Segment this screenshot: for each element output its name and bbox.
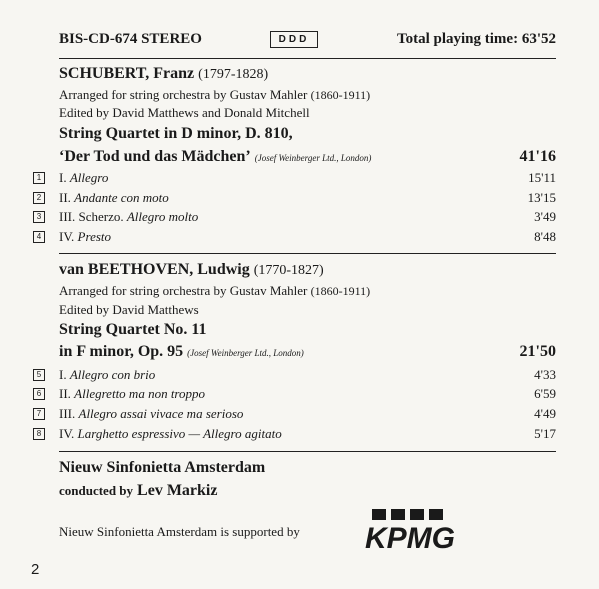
track-duration: 8'48 (534, 229, 556, 244)
publisher: (Josef Weinberger Ltd., London) (187, 348, 304, 358)
arranger-line (59, 283, 370, 299)
composer-name: van BEETHOVEN, Ludwig (59, 261, 250, 278)
work-subtitle: ‘Der Tod und das Mädchen’ (59, 148, 251, 165)
track-title (59, 190, 169, 206)
conducted-by-label: conducted by (59, 483, 134, 498)
page-number: 2 (31, 561, 40, 578)
total-playing-time: Total playing time: 63'52 (396, 31, 556, 47)
movement-title: Allegro assai vivace ma serioso (78, 406, 244, 421)
divider (59, 451, 556, 452)
track-title (59, 209, 198, 225)
track-title (59, 367, 155, 383)
track-number: 5 (33, 369, 45, 381)
conductor-line (59, 482, 217, 500)
editor-line: Edited by David Matthews (59, 302, 199, 317)
movement-number: III. Scherzo. (59, 209, 127, 224)
track-duration: 5'17 (534, 426, 556, 441)
track-duration: 4'49 (534, 406, 556, 421)
track-title (59, 229, 111, 245)
movement-number: IV. (59, 426, 78, 441)
divider (59, 253, 556, 254)
kpmg-logo-text: KPMG (365, 522, 455, 552)
work-duration: 21'50 (519, 343, 556, 360)
track-number: 3 (33, 211, 45, 223)
track-duration: 3'49 (534, 209, 556, 224)
conductor-name: Lev Markiz (137, 482, 218, 499)
movement-title: Allegro (69, 170, 109, 185)
publisher: (Josef Weinberger Ltd., London) (254, 153, 372, 163)
arranger-dates: (1860-1911) (310, 88, 371, 102)
editor-line: Edited by David Matthews and Donald Mitchell (59, 105, 310, 120)
work-title-line2 (59, 343, 304, 361)
track-number: 6 (33, 388, 45, 400)
composer-heading (59, 65, 268, 83)
movement-title: Larghetto espressivo — Allegro agitato (77, 426, 282, 441)
arranger-text: Arranged for string orchestra by Gustav Mahler (59, 283, 308, 298)
track-duration: 6'59 (534, 386, 556, 401)
divider (59, 58, 556, 59)
movement-title: Andante con moto (74, 190, 169, 205)
track-duration: 13'15 (527, 190, 556, 205)
track-number: 2 (33, 192, 45, 204)
movement-title: Allegro molto (126, 209, 199, 224)
support-text: Nieuw Sinfonietta Amsterdam is supported by (59, 524, 300, 539)
work-title-line1: String Quartet No. 11 (59, 321, 207, 338)
arranger-line (59, 87, 370, 103)
arranger-dates: (1860-1911) (310, 284, 371, 298)
movement-title: Allegro con brio (69, 367, 156, 382)
movement-title: Presto (77, 229, 112, 244)
track-number: 1 (33, 172, 45, 184)
work-title-line2 (59, 148, 371, 166)
track-duration: 4'33 (534, 367, 556, 382)
composer-heading (59, 261, 324, 279)
work-title-line1: String Quartet in D minor, D. 810, (59, 125, 293, 142)
composer-dates: (1797-1828) (198, 67, 269, 82)
track-number: 8 (33, 428, 45, 440)
ddd-badge: DDD (270, 31, 318, 48)
ensemble-name: Nieuw Sinfonietta Amsterdam (59, 459, 266, 476)
movement-number: IV. (59, 229, 78, 244)
movement-number: I. (59, 367, 70, 382)
movement-number: I. (59, 170, 70, 185)
track-number: 7 (33, 408, 45, 420)
movement-number: II. (59, 386, 75, 401)
movement-number: III. (59, 406, 79, 421)
work-duration: 41'16 (519, 148, 556, 165)
composer-dates: (1770-1827) (253, 263, 324, 278)
kpmg-logo (364, 508, 458, 552)
track-duration: 15'11 (528, 170, 556, 185)
arranger-text: Arranged for string orchestra by Gustav Mahler (59, 87, 308, 102)
movement-number: II. (59, 190, 75, 205)
movement-title: Allegretto ma non troppo (74, 386, 206, 401)
track-title (59, 426, 282, 442)
catalog-number: BIS-CD-674 STEREO (59, 31, 202, 47)
track-number: 4 (33, 231, 45, 243)
track-title (59, 170, 108, 186)
work-subtitle: in F minor, Op. 95 (59, 343, 184, 360)
composer-name: SCHUBERT, Franz (59, 65, 195, 82)
track-title (59, 386, 205, 402)
track-title (59, 406, 243, 422)
